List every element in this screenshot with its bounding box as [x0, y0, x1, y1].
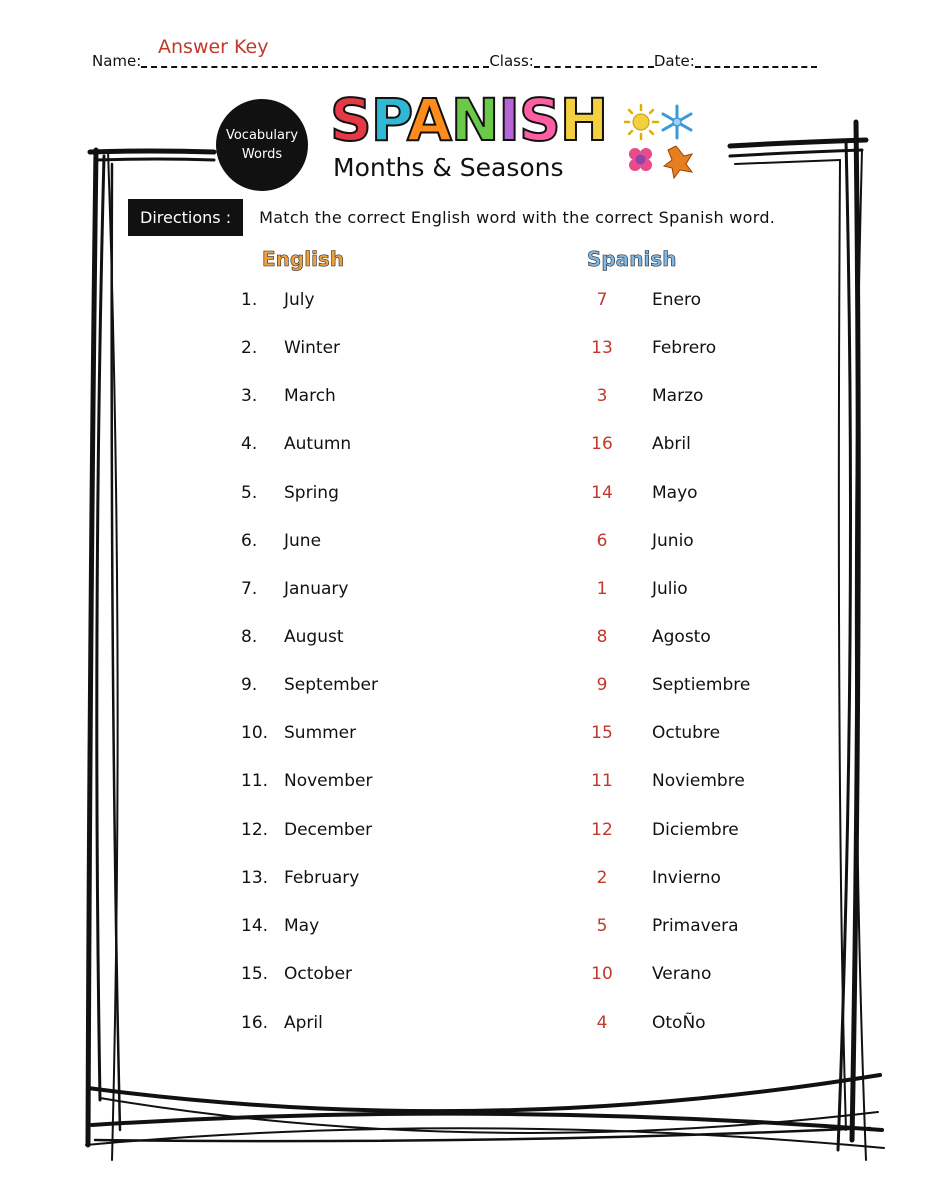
vocabulary-row: [0, 675, 927, 701]
row-number: 16.: [241, 1013, 269, 1033]
answer-number: 9: [596, 675, 608, 695]
spanish-word: Mayo: [652, 483, 698, 503]
title-letter: P: [370, 86, 407, 154]
vocabulary-row: [0, 771, 927, 797]
season-icons: [624, 100, 694, 180]
snowflake-icon: [663, 106, 691, 138]
row-number: 8.: [241, 627, 258, 647]
row-number: 10.: [241, 723, 269, 743]
answer-number: 8: [596, 627, 608, 647]
spanish-word: Abril: [652, 434, 691, 454]
date-blank[interactable]: [695, 52, 817, 68]
vocabulary-row: [0, 338, 927, 364]
spanish-word: Noviembre: [652, 771, 745, 791]
date-label: Date:: [653, 52, 695, 70]
vocabulary-row: [0, 868, 927, 894]
answer-number: 7: [596, 290, 608, 310]
row-number: 9.: [241, 675, 258, 695]
row-number: 1.: [241, 290, 258, 310]
spanish-word: Octubre: [652, 723, 721, 743]
vocabulary-row: [0, 1013, 927, 1039]
english-word: November: [284, 771, 373, 791]
row-number: 11.: [241, 771, 269, 791]
english-word: Winter: [284, 338, 341, 358]
answer-number: 5: [596, 916, 608, 936]
spanish-word: Junio: [652, 531, 694, 551]
name-blank[interactable]: [141, 52, 489, 68]
directions-tag: Directions :: [128, 199, 243, 236]
spanish-word: Primavera: [652, 916, 739, 936]
vocabulary-row: [0, 483, 927, 509]
spanish-word: Julio: [652, 579, 688, 599]
answer-number: 4: [596, 1013, 608, 1033]
vocabulary-row: [0, 723, 927, 749]
vocabulary-row: [0, 964, 927, 990]
title-letter: I: [498, 86, 519, 154]
title-letter: S: [330, 86, 371, 154]
english-word: August: [284, 627, 344, 647]
name-label: Name:: [92, 52, 142, 70]
vocabulary-row: [0, 386, 927, 412]
row-number: 13.: [241, 868, 269, 888]
title-letter: A: [406, 86, 451, 154]
spanish-word: Marzo: [652, 386, 704, 406]
spanish-word: Invierno: [652, 868, 721, 888]
english-word: Spring: [284, 483, 339, 503]
row-number: 4.: [241, 434, 258, 454]
answer-number: 10: [591, 964, 613, 984]
flower-icon: [629, 148, 652, 171]
english-word: February: [284, 868, 360, 888]
row-number: 12.: [241, 820, 269, 840]
spanish-word: Septiembre: [652, 675, 751, 695]
title-letter: N: [450, 86, 499, 154]
answer-number: 13: [591, 338, 613, 358]
english-word: January: [284, 579, 349, 599]
answer-number: 6: [596, 531, 608, 551]
badge-line-2: Words: [241, 147, 283, 162]
vocabulary-row: [0, 531, 927, 557]
english-word: September: [284, 675, 378, 695]
spanish-title: [330, 86, 607, 154]
row-number: 6.: [241, 531, 258, 551]
vocabulary-row: [0, 627, 927, 653]
vocabulary-row: [0, 579, 927, 605]
answer-key-text: Answer Key: [158, 36, 269, 58]
class-label: Class:: [489, 52, 534, 70]
class-blank[interactable]: [534, 52, 654, 68]
answer-number: 3: [596, 386, 608, 406]
leaf-icon: [664, 146, 692, 178]
directions-text: Match the correct English word with the correct Spanish word.: [259, 208, 776, 227]
row-number: 15.: [241, 964, 269, 984]
answer-number: 2: [596, 868, 608, 888]
badge-line-1: Vocabulary: [225, 128, 299, 143]
answer-number: 1: [596, 579, 608, 599]
spanish-word: Enero: [652, 290, 701, 310]
answer-number: 15: [591, 723, 613, 743]
vocabulary-row: [0, 820, 927, 846]
spanish-word: Verano: [652, 964, 712, 984]
spanish-word: Diciembre: [652, 820, 739, 840]
directions: [128, 199, 775, 236]
title-letter: S: [519, 86, 560, 154]
title-letter: H: [559, 86, 608, 154]
english-word: May: [284, 916, 320, 936]
spanish-word: OtoÑo: [652, 1013, 706, 1033]
english-word: March: [284, 386, 336, 406]
english-word: April: [284, 1013, 323, 1033]
row-number: 14.: [241, 916, 269, 936]
header-fields: [92, 52, 817, 70]
spanish-column-header: Spanish: [587, 247, 677, 271]
row-number: 2.: [241, 338, 258, 358]
row-number: 7.: [241, 579, 258, 599]
vocabulary-row: [0, 916, 927, 942]
vocabulary-words-badge: [216, 99, 308, 191]
english-word: December: [284, 820, 373, 840]
english-column-header: English: [262, 247, 345, 271]
row-number: 5.: [241, 483, 258, 503]
answer-number: 11: [591, 771, 613, 791]
english-word: October: [284, 964, 353, 984]
spanish-word: Agosto: [652, 627, 711, 647]
answer-number: 14: [591, 483, 613, 503]
spanish-word: Febrero: [652, 338, 717, 358]
vocabulary-row: [0, 434, 927, 460]
english-word: June: [284, 531, 322, 551]
vocabulary-row: [0, 290, 927, 316]
sun-icon: [624, 105, 658, 139]
answer-number: 12: [591, 820, 613, 840]
english-word: Summer: [284, 723, 357, 743]
english-word: July: [284, 290, 315, 310]
answer-number: 16: [591, 434, 613, 454]
subtitle: Months & Seasons: [333, 153, 564, 182]
english-word: Autumn: [284, 434, 352, 454]
row-number: 3.: [241, 386, 258, 406]
